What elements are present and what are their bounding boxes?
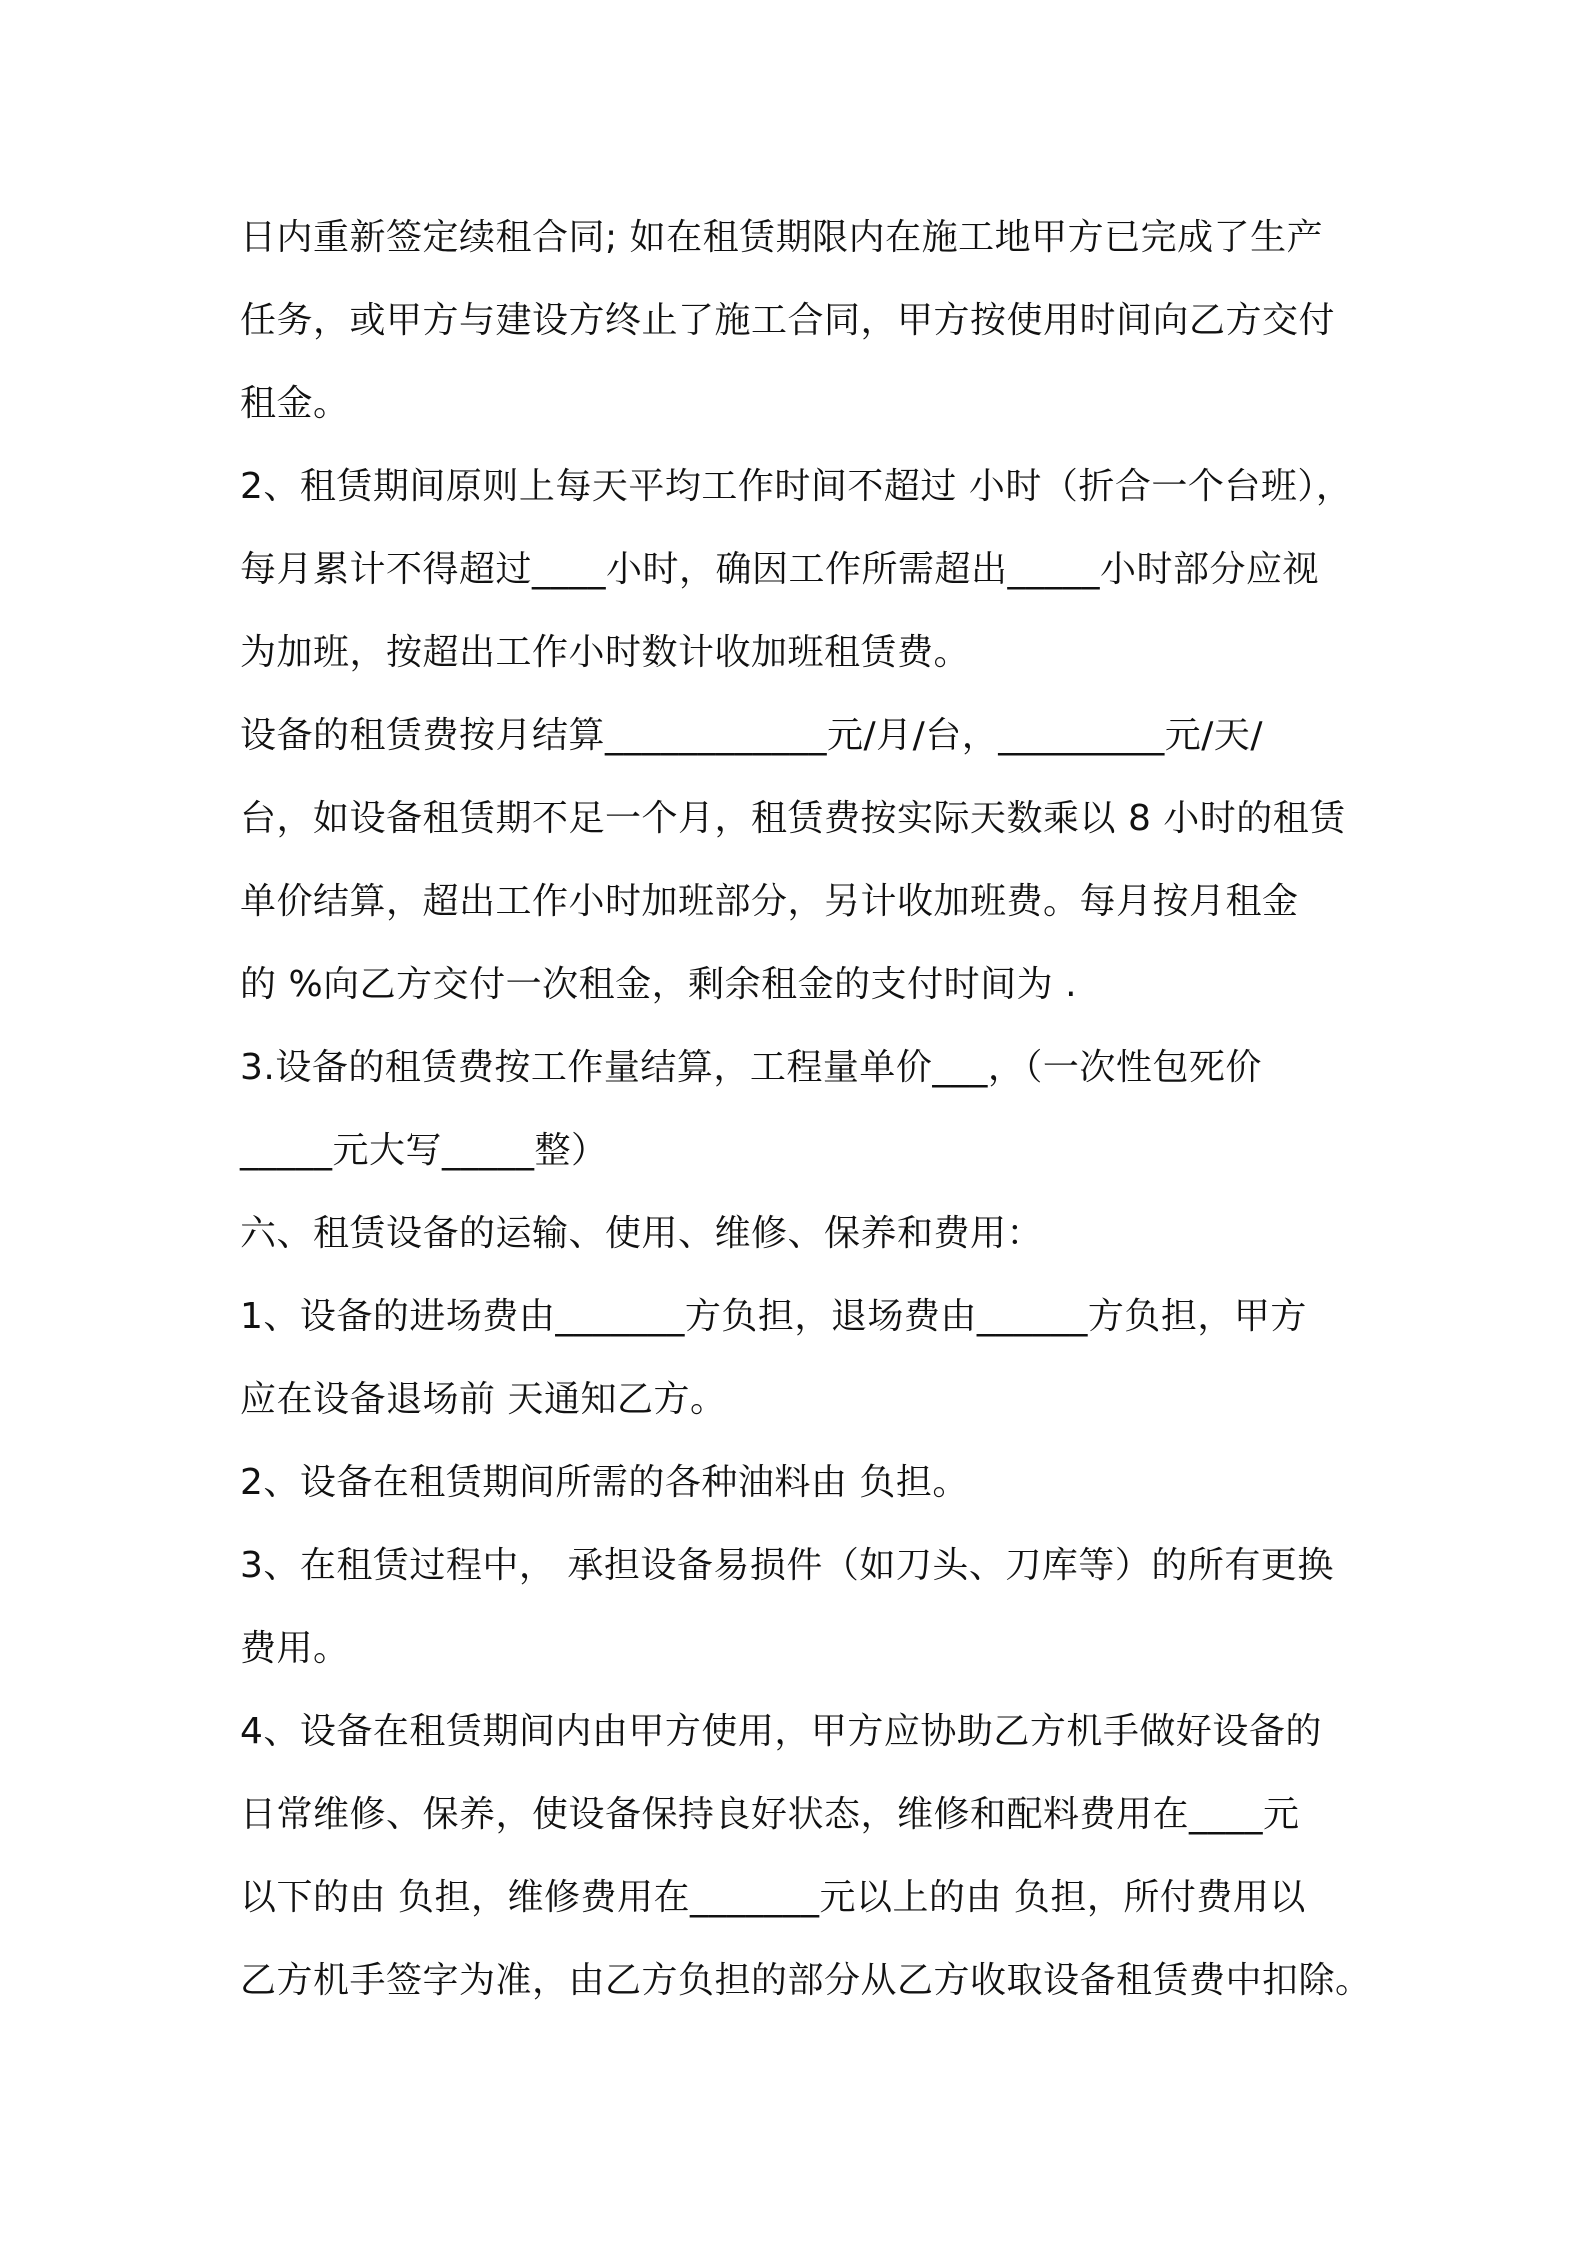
text-line: 租金。 [240,383,350,424]
section-heading: 六、租赁设备的运输、使用、维修、保养和费用： [240,1213,1044,1254]
contract-text-body [240,196,1380,2022]
text-line: 2、设备在租赁期间所需的各种油料由 负担。 [240,1462,969,1503]
text-line: 的 %向乙方交付一次租金，剩余租金的支付时间为 . [240,964,1078,1005]
text-line: _____元大写_____整） [240,1130,608,1171]
text-line: 1、设备的进场费由_______方负担，退场费由______方负担，甲方 [240,1296,1307,1337]
text-line: 4、设备在租赁期间内由甲方使用，甲方应协助乙方机手做好设备的 [240,1711,1322,1752]
text-line: 费用。 [240,1628,350,1669]
text-line: 2、租赁期间原则上每天平均工作时间不超过 小时（折合一个台班）， [240,466,1353,507]
text-line: 台，如设备租赁期不足一个月，租赁费按实际天数乘以 8 小时的租赁 [240,798,1346,839]
text-line: 为加班，按超出工作小时数计收加班租赁费。 [240,632,971,673]
text-line: 以下的由 负担，维修费用在_______元以上的由 负担，所付费用以 [240,1877,1306,1918]
text-line: 日内重新签定续租合同; 如在租赁期限内在施工地甲方已完成了生产 [240,217,1324,258]
text-line: 任务，或甲方与建设方终止了施工合同，甲方按使用时间向乙方交付 [240,300,1336,341]
text-line: 3、在租赁过程中， 承担设备易损件（如刀头、刀库等）的所有更换 [240,1545,1334,1586]
text-line: 日常维修、保养，使设备保持良好状态，维修和配料费用在____元 [240,1794,1300,1835]
text-line: 设备的租赁费按月结算____________元/月/台，_________元/天/ [240,715,1264,756]
text-line: 每月累计不得超过____小时，确因工作所需超出_____小时部分应视 [240,549,1320,590]
text-line: 单价结算，超出工作小时加班部分，另计收加班费。每月按月租金 [240,881,1299,922]
text-line: 3.设备的租赁费按工作量结算，工程量单价___，（一次性包死价 [240,1047,1262,1088]
text-line: 应在设备退场前 天通知乙方。 [240,1379,727,1420]
text-line: 乙方机手签字为准，由乙方负担的部分从乙方收取设备租赁费中扣除。 [240,1960,1372,2001]
